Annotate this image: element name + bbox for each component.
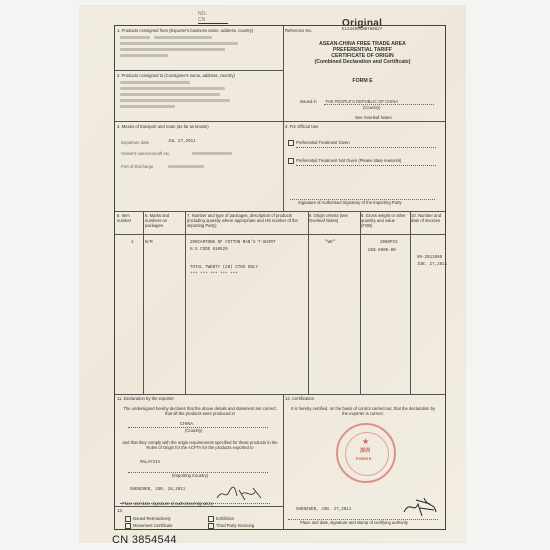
exhibition-checkbox[interactable] <box>208 516 214 522</box>
box2-label: 2. Products consigned to (Consignee's name, address, country) <box>117 73 235 78</box>
form-label: FORM E <box>352 78 373 84</box>
divider-h-1 <box>115 70 283 71</box>
serial-number: 3854544 <box>131 534 177 546</box>
item-desc-line3: TOTAL TWENTY (20) CTNS ONLY <box>190 266 258 270</box>
consignee-address-redacted <box>120 99 230 102</box>
consignee-address-redacted <box>120 87 225 90</box>
exporter-address-redacted <box>120 48 225 51</box>
consignee-address-redacted <box>120 93 220 96</box>
vessel-label: Vessel's name/Aircraft etc. <box>121 151 171 156</box>
vessel-value-redacted <box>192 152 232 155</box>
third-party-invoicing-checkbox[interactable] <box>208 523 214 529</box>
certification-place-value: SHENZHEN, JUN. 27,2011 <box>296 508 352 512</box>
box1-label: 1. Products consigned from (Exporter's business name, address, country) <box>117 28 254 33</box>
serial-label: NO. CN <box>198 11 207 23</box>
box13-label: 13. <box>117 508 123 513</box>
departure-label: Departure date <box>121 140 149 145</box>
box4-label: 4. For Official Use <box>285 124 319 129</box>
exporter-name-redacted <box>154 36 212 39</box>
title-line3: CERTIFICATE OF ORIGIN <box>331 53 394 59</box>
port-value-redacted <box>168 165 204 168</box>
consignee-name-redacted <box>120 81 190 84</box>
exhibition-label: Exhibition <box>216 516 235 521</box>
reference-label: Reference No. <box>285 28 312 33</box>
movement-certificate-checkbox[interactable] <box>125 523 131 529</box>
box3-label: 3. Means of transport and route (as far as known) <box>117 124 209 129</box>
opt1-underline <box>296 147 436 148</box>
declaration-text-1: The undersigned hereby declares that the above details and statement are correct; that all the products were produced in <box>123 406 277 416</box>
overleaf-notes: See Overleaf Notes <box>355 115 392 120</box>
divider-col-6 <box>185 211 186 394</box>
item-number: 1 <box>131 241 134 245</box>
official-signature-caption: Signature of Authorised Signatory of the Importing Party <box>298 200 402 205</box>
divider-h-declaration <box>115 394 445 395</box>
divider-vertical-bottom <box>283 394 284 529</box>
invoice-number: 05-2011060 <box>417 256 443 260</box>
divider-col-8 <box>360 211 361 394</box>
divider-h-table-head <box>115 234 445 235</box>
divider-col-9 <box>410 211 411 394</box>
stamp-star-icon: ★ <box>362 437 370 446</box>
col-weight-header: 9. Gross weight or other quantity and value (FOB) <box>361 213 406 228</box>
stamp-text: 深圳 <box>360 448 371 454</box>
item-quantity: 2000PCS <box>380 241 398 245</box>
divider-h-table-top <box>115 211 445 212</box>
col-item-number-header: 5. Item number <box>117 213 132 223</box>
issued-in-value: THE PEOPLE'S REPUBLIC OF CHINA <box>325 99 399 104</box>
document-title: Original <box>342 18 383 29</box>
departure-value: JUL 27,2011 <box>168 140 196 144</box>
item-desc-line4: *** *** *** *** *** <box>190 273 238 277</box>
certification-place-caption: Place and date, signature and stamp of certifying authority <box>300 520 409 525</box>
title-line2: PREFERENTIAL TARIFF <box>332 47 393 53</box>
box11-label: 11. Declaration by the exporter <box>117 396 174 401</box>
declaration-country-value: CHINA <box>180 421 194 426</box>
third-party-invoicing-label: Third Party Invoicing <box>216 523 255 528</box>
declaration-place-caption: Place and date, signature of authorised signatory <box>122 501 214 506</box>
col-marks-header: 6. Marks and numbers on packages <box>145 213 170 228</box>
divider-vertical-top <box>283 26 284 211</box>
issued-in-label: Issued in <box>300 99 317 104</box>
certification-text: It is hereby certified, on the basis of control carried out, that the declaration by the exporter is correct. <box>290 406 436 416</box>
declaration-importing-value: MALAYSIA <box>140 461 161 465</box>
official-signature-line <box>290 199 435 200</box>
box12-label: 12. Certification <box>285 396 315 401</box>
declaration-place-value: SHENZHEN, JUN. 28,2011 <box>130 488 186 492</box>
divider-col-5 <box>143 211 144 394</box>
preferential-given-label: Preferential Treatment Given <box>296 140 350 145</box>
certifier-signature <box>400 494 440 520</box>
issued-retroactively-checkbox[interactable] <box>125 516 131 522</box>
exporter-address-redacted <box>120 42 238 45</box>
item-marks: N/M <box>145 241 153 245</box>
item-origin: "WO" <box>325 241 336 245</box>
port-label: Port of Discharge <box>121 164 154 169</box>
serial-underline <box>198 23 228 24</box>
opt2-underline <box>296 165 436 166</box>
col-invoice-header: 10. Number and date of invoices <box>411 213 442 223</box>
declaration-country-caption: (Country) <box>185 428 203 433</box>
item-value: US$ 6000.00 <box>368 249 396 253</box>
consignee-address-redacted <box>120 105 175 108</box>
movement-certificate-label: Movement Certificate <box>133 523 173 528</box>
exporter-name-redacted <box>120 36 150 39</box>
divider-h-2 <box>115 121 445 122</box>
col-origin-header: 8. Origin criteria (see Overleaf Notes) <box>309 213 348 223</box>
exporter-signature <box>215 484 265 504</box>
issued-retroactively-label: Issued Retroactively <box>133 516 171 521</box>
preferential-not-given-checkbox[interactable] <box>288 158 294 164</box>
declaration-importing-caption: (Importing Country) <box>172 473 209 478</box>
reference-value: E114400CN0760827 <box>342 28 383 32</box>
official-stamp <box>336 423 396 483</box>
serial-prefix: CN <box>112 534 129 546</box>
exporter-address-redacted <box>120 54 168 57</box>
certificate-serial <box>112 534 177 546</box>
item-desc-line1: 200CARTONS OF COTTON MAN'S T-SHIRT <box>190 241 276 245</box>
country-caption: (Country) <box>363 105 381 110</box>
preferential-not-given-label: Preferential Treatment Not Given (Please state reason/s) <box>296 158 402 163</box>
col-description-header: 7. Number and type of packages, description of products (including quantity where appropriate and HS number of the importing Party) <box>187 213 298 228</box>
divider-h-box13 <box>115 506 283 507</box>
title-line1: ASEAN-CHINA FREE TRADE AREA <box>319 41 406 47</box>
stamp-subtext: FORM E <box>356 456 372 461</box>
preferential-given-checkbox[interactable] <box>288 140 294 146</box>
item-desc-line2: H.S CODE 610520 <box>190 248 228 252</box>
declaration-text-2: and that they comply with the origin requirements specified for these products in the Rules of Origin for the ACFTA for the products exported to <box>122 440 278 450</box>
title-line4: (Combined Declaration and Certificate) <box>314 59 411 65</box>
divider-col-7 <box>308 211 309 394</box>
invoice-date: JUN. 27,2011 <box>417 263 448 267</box>
